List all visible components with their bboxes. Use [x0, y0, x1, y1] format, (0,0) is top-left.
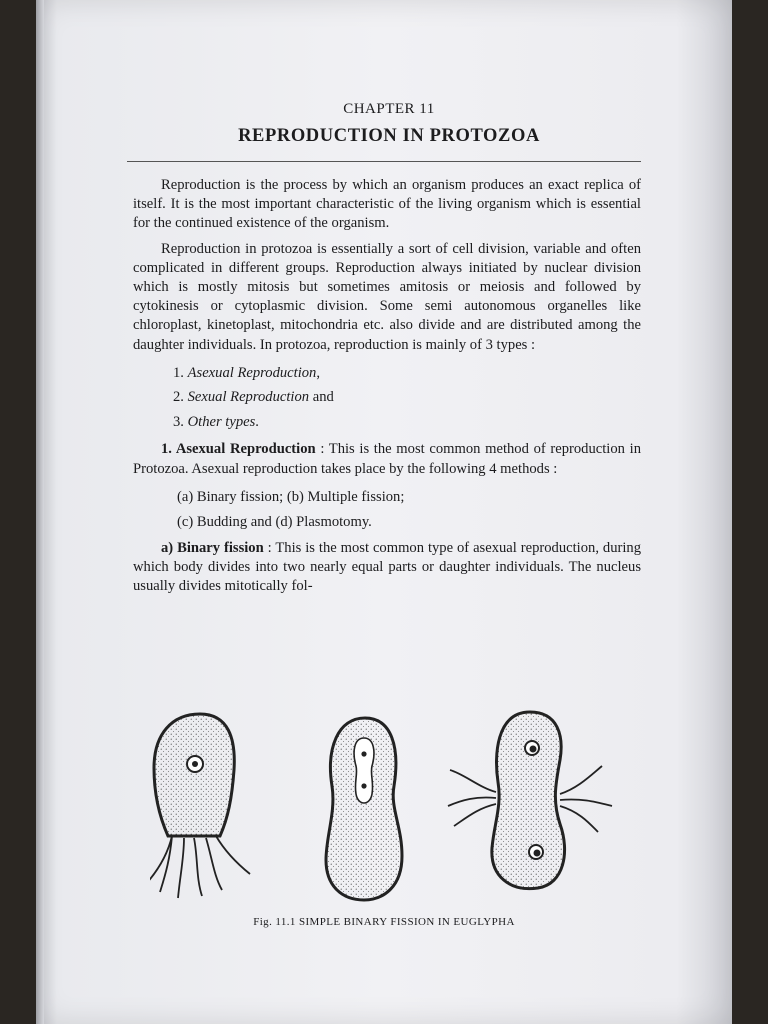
euglypha-organism-one — [150, 714, 250, 898]
binary-fission-heading: a) Binary fission — [161, 539, 264, 556]
list-item: 1. Asexual Reproduction, — [173, 364, 321, 381]
body-text — [133, 176, 641, 602]
figure-caption: Fig. 11.1 SIMPLE BINARY FISSION IN EUGLYPHA — [253, 916, 515, 928]
methods-line: (c) Budding and (d) Plasmotomy. — [177, 513, 372, 530]
paragraph-binary-fission: a) Binary fission : This is the most common type of asexual reproduction, during which body divides into two nearly equal parts or daughter individuals. The nucleus usually divides mitotically fol- — [133, 539, 642, 595]
list-item: 3. Other types. — [173, 413, 259, 430]
methods-line: (a) Binary fission; (b) Multiple fission; — [177, 488, 405, 505]
chapter-number: CHAPTER 11 — [343, 101, 435, 117]
euglypha-organism-two — [326, 718, 402, 900]
list-item: 2. Sexual Reproduction and — [173, 389, 334, 406]
asexual-heading: 1. Asexual Reproduction — [161, 441, 316, 458]
paragraph-protozoa: Reproduction in protozoa is essentially a sort of cell division, variable and often complicated in different groups. Reproduction always initiated by nuclear division which is mostly mitosis but sometimes amitosis or meiosis and followed by cytokinesis or cytoplasmic division. Some semi autonomous organelles like chloroplast, kinetoplast, mitochondria etc. also divide and are distributed among the daughter individuals. In protozoa, reproduction is mainly of 3 types : — [133, 240, 641, 353]
euglypha-fission-figure — [150, 708, 640, 908]
euglypha-organism-three — [448, 712, 612, 889]
chapter-title: REPRODUCTION IN PROTOZOA — [238, 126, 540, 146]
methods-list — [133, 485, 641, 535]
paragraph-asexual: 1. Asexual Reproduction : This is the most common method of reproduction in Protozoa. Asexual reproduction takes place by the following 4 methods : — [133, 441, 641, 477]
reproduction-types-list — [133, 361, 641, 435]
title-rule — [127, 161, 641, 162]
page-binding-edge — [36, 0, 44, 1024]
paragraph-intro: Reproduction is the process by which an organism produces an exact replica of itself. It is the most important characteristic of the living organism which is essential for the continued existence of the organism. — [133, 177, 641, 232]
